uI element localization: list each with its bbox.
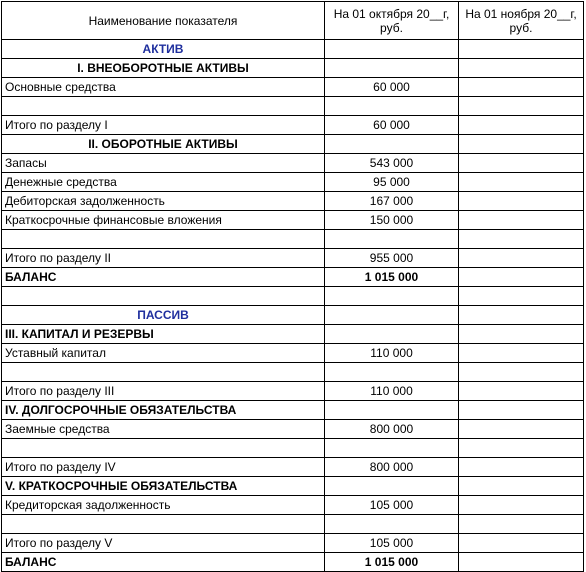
row-label-cell[interactable]: Денежные средства xyxy=(2,173,325,192)
table-row xyxy=(2,211,584,230)
row-label-cell[interactable] xyxy=(2,287,325,306)
november-value-cell[interactable] xyxy=(459,496,584,515)
row-label-cell[interactable]: Дебиторская задолженность xyxy=(2,192,325,211)
row-label-cell[interactable]: Краткосрочные финансовые вложения xyxy=(2,211,325,230)
table-row xyxy=(2,553,584,572)
table-row xyxy=(2,78,584,97)
row-label-cell[interactable]: Основные средства xyxy=(2,78,325,97)
october-value-cell[interactable] xyxy=(325,363,459,382)
row-label-cell[interactable] xyxy=(2,515,325,534)
balance-sheet-table xyxy=(1,1,584,572)
october-value-cell[interactable]: 800 000 xyxy=(325,420,459,439)
table-row xyxy=(2,135,584,154)
row-label-cell[interactable]: III. КАПИТАЛ И РЕЗЕРВЫ xyxy=(2,325,325,344)
table-row xyxy=(2,382,584,401)
table-row xyxy=(2,40,584,59)
november-value-cell[interactable] xyxy=(459,515,584,534)
table-row xyxy=(2,249,584,268)
row-label-cell[interactable] xyxy=(2,97,325,116)
table-row xyxy=(2,154,584,173)
october-value-cell[interactable] xyxy=(325,230,459,249)
november-value-cell[interactable] xyxy=(459,420,584,439)
row-label-cell[interactable]: Итого по разделу V xyxy=(2,534,325,553)
october-value-cell[interactable] xyxy=(325,40,459,59)
october-value-cell[interactable]: 60 000 xyxy=(325,78,459,97)
table-row xyxy=(2,496,584,515)
october-value-cell[interactable]: 955 000 xyxy=(325,249,459,268)
table-row xyxy=(2,230,584,249)
october-value-cell[interactable] xyxy=(325,135,459,154)
november-value-cell[interactable] xyxy=(459,401,584,420)
row-label-cell[interactable]: Уставный капитал xyxy=(2,344,325,363)
table-row xyxy=(2,59,584,78)
row-label-cell[interactable]: Итого по разделу IV xyxy=(2,458,325,477)
november-value-cell[interactable] xyxy=(459,287,584,306)
november-value-cell[interactable] xyxy=(459,439,584,458)
october-value-cell[interactable]: 60 000 xyxy=(325,116,459,135)
table-row xyxy=(2,306,584,325)
row-label-cell[interactable]: I. ВНЕОБОРОТНЫЕ АКТИВЫ xyxy=(2,59,325,78)
november-value-cell[interactable] xyxy=(459,40,584,59)
row-label-cell[interactable]: IV. ДОЛГОСРОЧНЫЕ ОБЯЗАТЕЛЬСТВА xyxy=(2,401,325,420)
october-value-cell[interactable]: 110 000 xyxy=(325,382,459,401)
row-label-cell[interactable]: БАЛАНС xyxy=(2,553,325,572)
november-value-cell[interactable] xyxy=(459,230,584,249)
november-value-cell[interactable] xyxy=(459,154,584,173)
row-label-cell[interactable]: Итого по разделу II xyxy=(2,249,325,268)
october-value-cell[interactable]: 543 000 xyxy=(325,154,459,173)
november-value-cell[interactable] xyxy=(459,382,584,401)
november-value-cell[interactable] xyxy=(459,116,584,135)
table-row xyxy=(2,268,584,287)
table-row xyxy=(2,116,584,135)
table-row xyxy=(2,477,584,496)
october-value-cell[interactable]: 167 000 xyxy=(325,192,459,211)
november-value-cell[interactable] xyxy=(459,173,584,192)
october-value-cell[interactable]: 110 000 xyxy=(325,344,459,363)
row-label-cell[interactable]: V. КРАТКОСРОЧНЫЕ ОБЯЗАТЕЛЬСТВА xyxy=(2,477,325,496)
row-label-cell[interactable]: БАЛАНС xyxy=(2,268,325,287)
table-row xyxy=(2,363,584,382)
table-row xyxy=(2,458,584,477)
table-row xyxy=(2,534,584,553)
november-value-cell[interactable] xyxy=(459,192,584,211)
october-value-cell[interactable]: 800 000 xyxy=(325,458,459,477)
table-row xyxy=(2,420,584,439)
table-row xyxy=(2,344,584,363)
october-value-cell[interactable] xyxy=(325,401,459,420)
october-value-cell[interactable] xyxy=(325,59,459,78)
october-value-cell[interactable]: 105 000 xyxy=(325,496,459,515)
november-value-cell[interactable] xyxy=(459,477,584,496)
october-value-cell[interactable] xyxy=(325,325,459,344)
row-label-cell[interactable]: ПАССИВ xyxy=(2,306,325,325)
october-value-cell[interactable]: 105 000 xyxy=(325,534,459,553)
table-row xyxy=(2,97,584,116)
row-label-cell[interactable]: АКТИВ xyxy=(2,40,325,59)
row-label-cell[interactable] xyxy=(2,439,325,458)
row-label-cell[interactable]: Заемные средства xyxy=(2,420,325,439)
row-label-cell[interactable]: II. ОБОРОТНЫЕ АКТИВЫ xyxy=(2,135,325,154)
row-label-cell[interactable]: Запасы xyxy=(2,154,325,173)
october-value-cell[interactable] xyxy=(325,97,459,116)
october-value-cell[interactable] xyxy=(325,439,459,458)
november-value-cell[interactable] xyxy=(459,363,584,382)
november-value-cell[interactable] xyxy=(459,135,584,154)
november-value-cell[interactable] xyxy=(459,59,584,78)
october-value-cell[interactable]: 95 000 xyxy=(325,173,459,192)
october-value-cell[interactable] xyxy=(325,477,459,496)
header-october-cell[interactable]: На 01 октября 20__г, руб. xyxy=(325,2,459,40)
table-row xyxy=(2,192,584,211)
october-value-cell[interactable]: 1 015 000 xyxy=(325,553,459,572)
november-value-cell[interactable] xyxy=(459,306,584,325)
table-row xyxy=(2,515,584,534)
row-label-cell[interactable] xyxy=(2,230,325,249)
october-value-cell[interactable] xyxy=(325,306,459,325)
october-value-cell[interactable]: 1 015 000 xyxy=(325,268,459,287)
october-value-cell[interactable]: 150 000 xyxy=(325,211,459,230)
table-row xyxy=(2,401,584,420)
november-value-cell[interactable] xyxy=(459,553,584,572)
table-row xyxy=(2,287,584,306)
november-value-cell[interactable] xyxy=(459,268,584,287)
november-value-cell[interactable] xyxy=(459,97,584,116)
header-november-cell[interactable]: На 01 ноября 20__г, руб. xyxy=(459,2,584,40)
header-row xyxy=(2,2,584,40)
row-label-cell[interactable]: Итого по разделу III xyxy=(2,382,325,401)
october-value-cell[interactable] xyxy=(325,287,459,306)
table-row xyxy=(2,325,584,344)
november-value-cell[interactable] xyxy=(459,534,584,553)
row-label-cell[interactable]: Кредиторская задолженность xyxy=(2,496,325,515)
header-name-cell[interactable]: Наименование показателя xyxy=(2,2,325,40)
row-label-cell[interactable]: Итого по разделу I xyxy=(2,116,325,135)
november-value-cell[interactable] xyxy=(459,325,584,344)
october-value-cell[interactable] xyxy=(325,515,459,534)
november-value-cell[interactable] xyxy=(459,211,584,230)
november-value-cell[interactable] xyxy=(459,344,584,363)
november-value-cell[interactable] xyxy=(459,249,584,268)
table-row xyxy=(2,173,584,192)
november-value-cell[interactable] xyxy=(459,78,584,97)
row-label-cell[interactable] xyxy=(2,363,325,382)
november-value-cell[interactable] xyxy=(459,458,584,477)
table-row xyxy=(2,439,584,458)
